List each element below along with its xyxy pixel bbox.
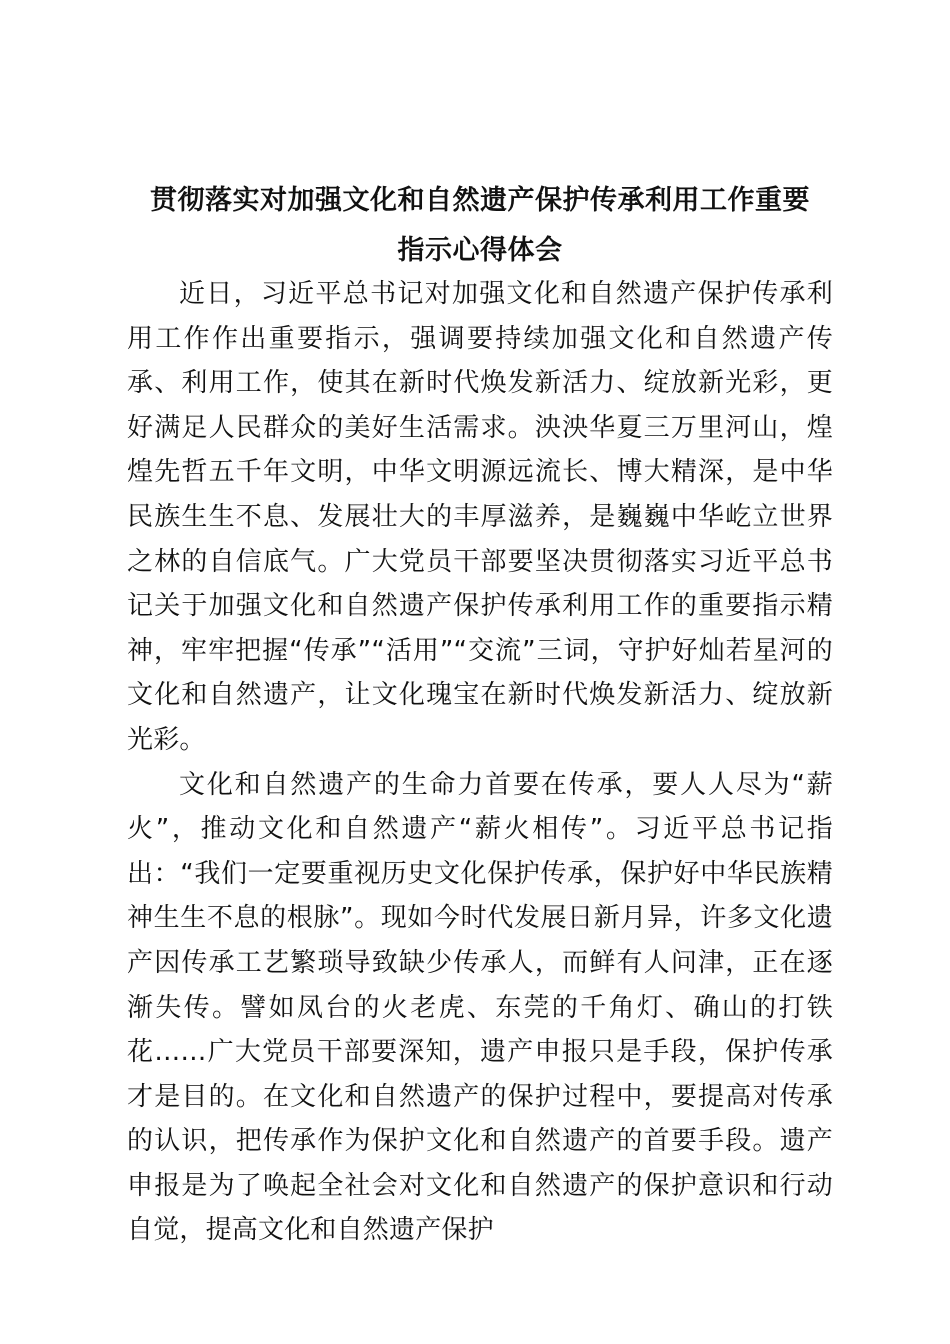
paragraph-1: 近日，习近平总书记对加强文化和自然遗产保护传承利用工作作出重要指示，强调要持续加强文化和自然遗产传承、利用工作，使其在新时代焕发新活力、绽放新光彩，更好满足人民群众的美好生活需求。泱泱华夏三万里河山，煌煌先哲五千年文明，中华文明源远流长、博大精深，是中华民族生生不息、发展壮大的丰厚滋养，是巍巍中华屹立世界之林的自信底气。广大党员干部要坚决贯彻落实习近平总书记关于加强文化和自然遗产保护传承利用工作的重要指示精神，牢牢把握“传承”“活用”“交流”三词，守护好灿若星河的文化和自然遗产，让文化瑰宝在新时代焕发新活力、绽放新光彩。 <box>127 279 833 755</box>
document-body <box>127 272 833 1253</box>
document-title <box>120 176 840 276</box>
title-line-2: 指示心得体会 <box>397 235 563 266</box>
paragraph-2: 文化和自然遗产的生命力首要在传承，要人人尽为“薪火”，推动文化和自然遗产“薪火相传”。习近平总书记指出：“我们一定要重视历史文化保护传承，保护好中华民族精神生生不息的根脉”。现如今时代发展日新月异，许多文化遗产因传承工艺繁琐导致缺少传承人，而鲜有人问津，正在逐渐失传。譬如凤台的火老虎、东莞的千角灯、确山的打铁花……广大党员干部要深知，遗产申报只是手段，保护传承才是目的。在文化和自然遗产的保护过程中，要提高对传承的认识，把传承作为保护文化和自然遗产的首要手段。遗产申报是为了唤起全社会对文化和自然遗产的保护意识和行动自觉，提高文化和自然遗产保护 <box>127 769 833 1246</box>
title-line-1: 贯彻落实对加强文化和自然遗产保护传承利用工作重要 <box>150 185 810 216</box>
